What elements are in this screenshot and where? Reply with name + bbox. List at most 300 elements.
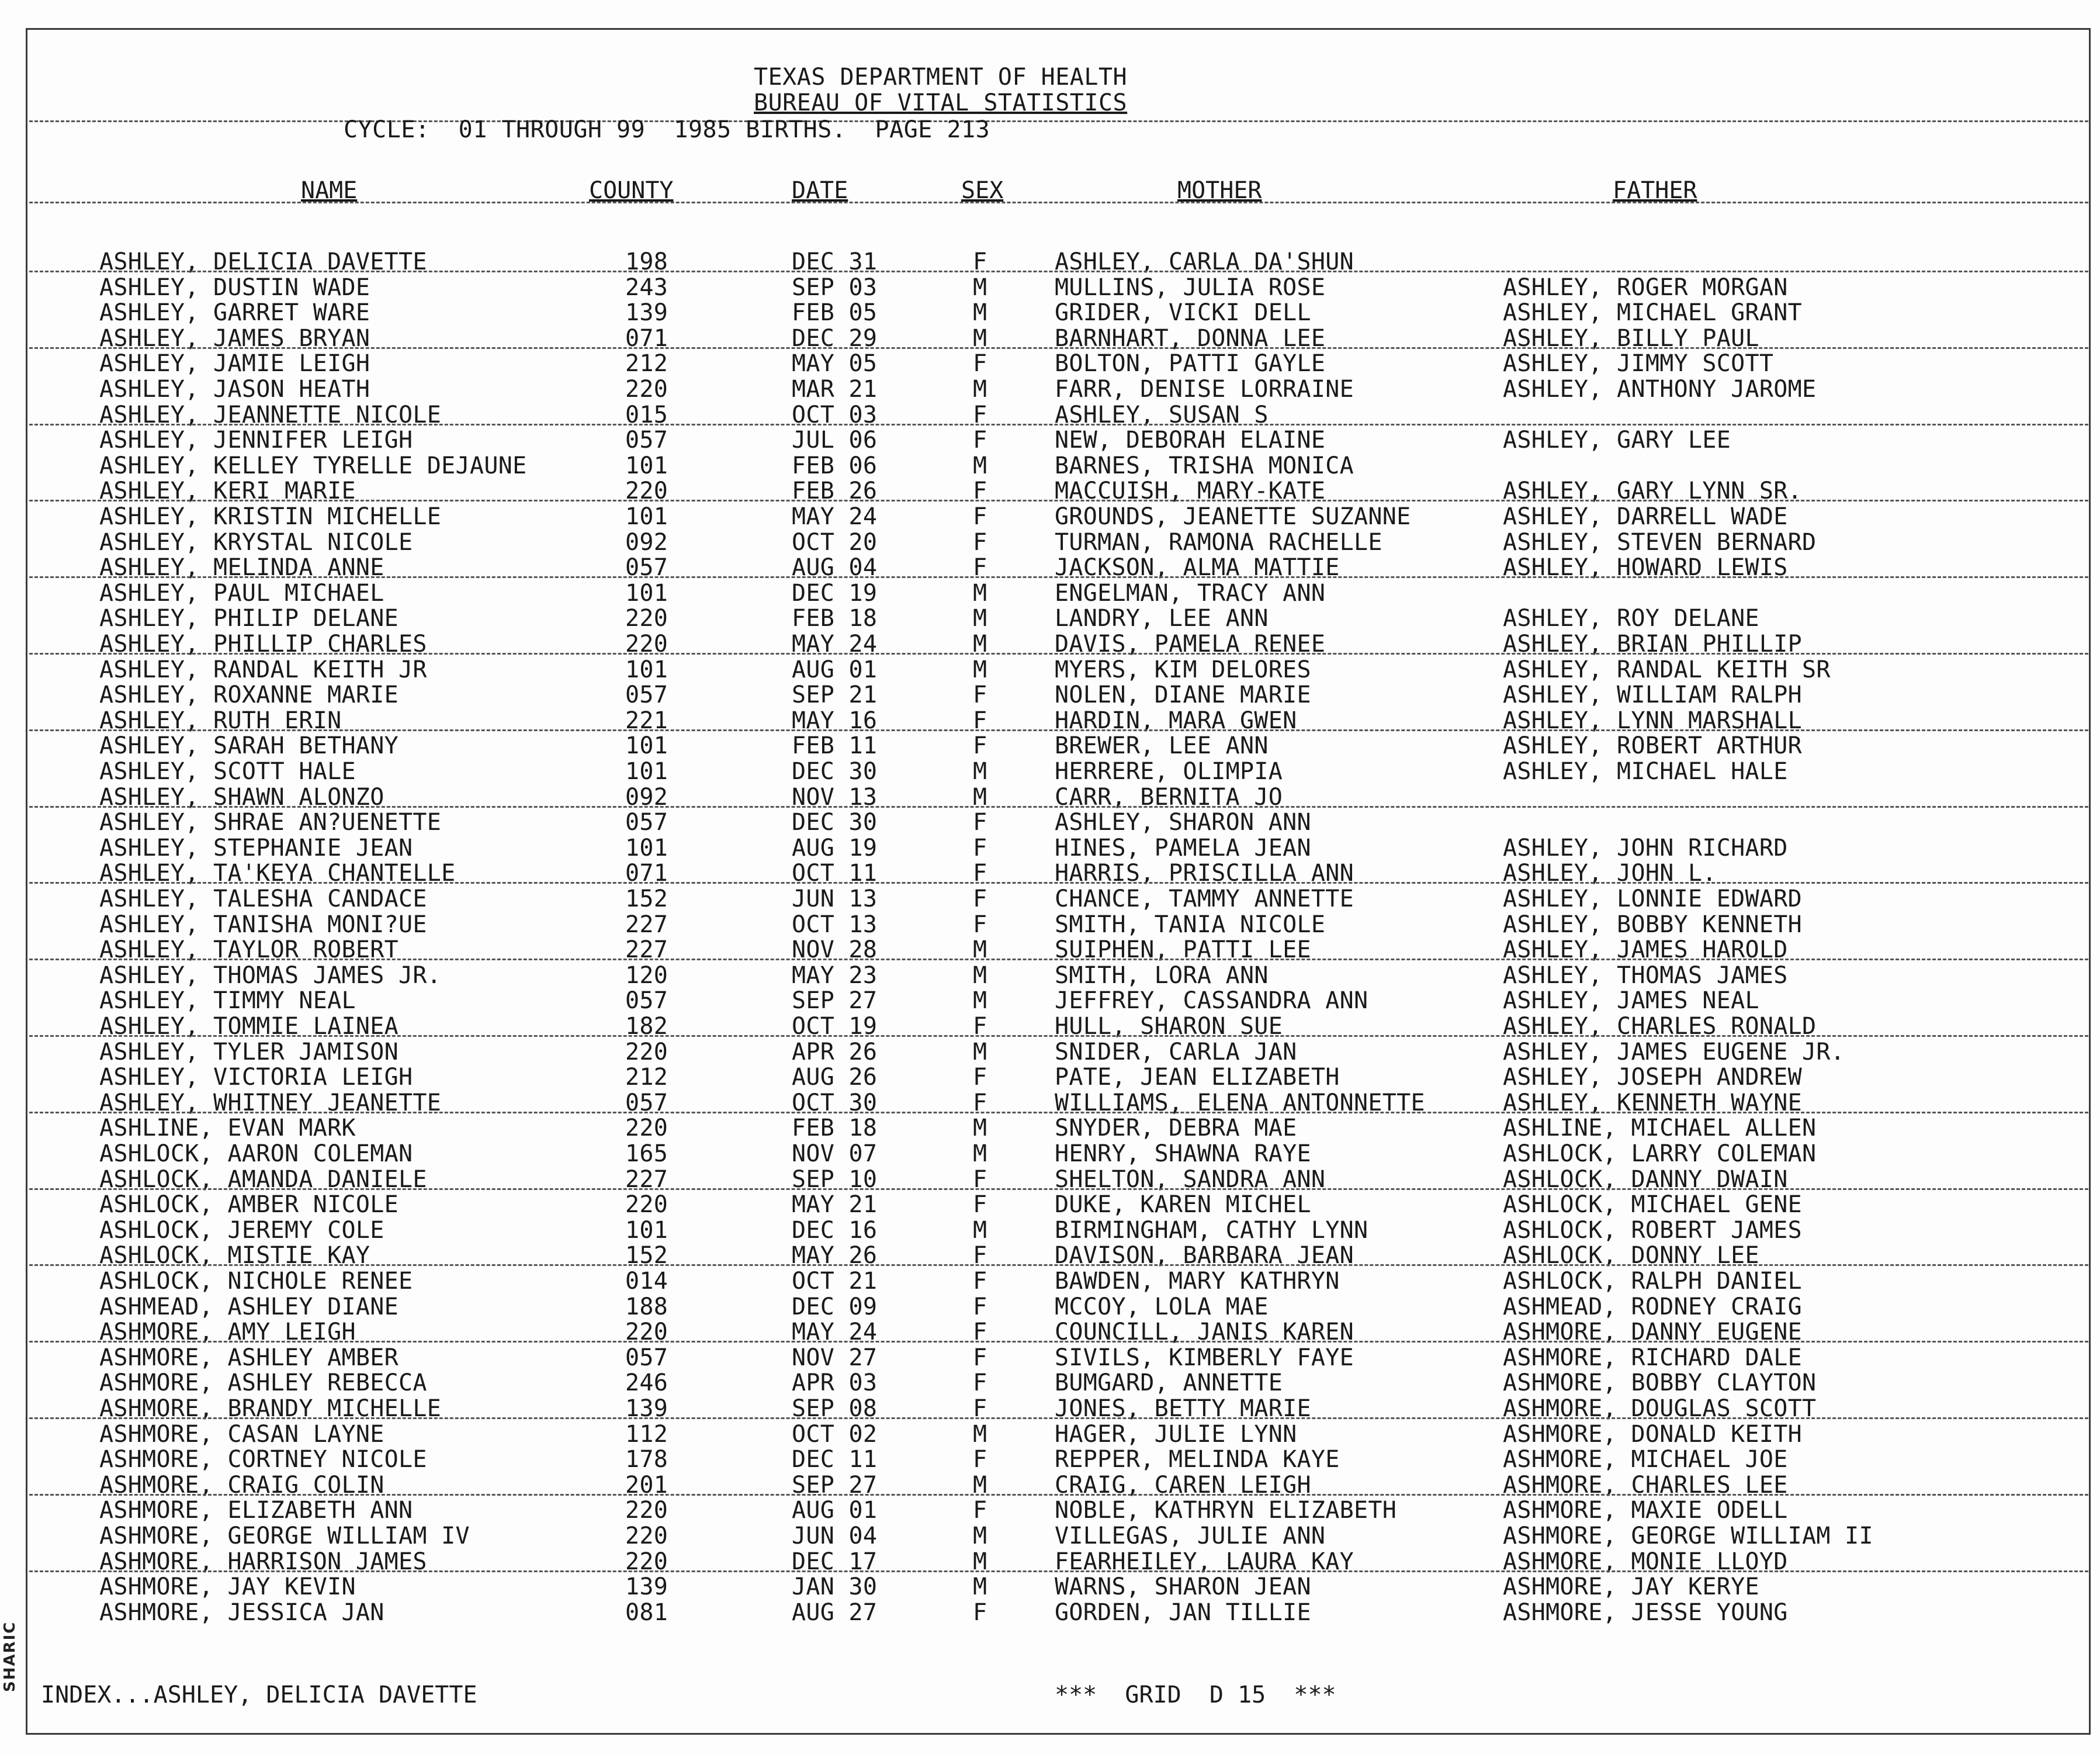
record-county: 071: [625, 860, 668, 887]
record-sex: M: [973, 987, 987, 1015]
record-mother: TURMAN, RAMONA RACHELLE: [1055, 528, 1382, 556]
record-sex: M: [973, 631, 987, 658]
record-father: ASHLEY, BILLY PAUL: [1503, 324, 1759, 352]
record-county: 220: [625, 1497, 668, 1524]
record-mother: FEARHEILEY, LAURA KAY: [1055, 1548, 1354, 1575]
record-sex: M: [973, 936, 987, 964]
record-date: DEC 17: [792, 1548, 878, 1575]
record-county: 220: [625, 1523, 668, 1549]
record-county: 220: [625, 1548, 668, 1575]
record-row: [0, 1575, 2100, 1600]
record-name: ASHLEY, KRYSTAL NICOLE: [99, 528, 413, 556]
record-county: 057: [625, 554, 668, 582]
record-mother: SMITH, TANIA NICOLE: [1055, 911, 1326, 938]
row-separator: [29, 653, 2088, 655]
record-row: [0, 887, 2100, 912]
row-separator: [29, 729, 2088, 731]
row-separator: [29, 500, 2088, 501]
record-county: 092: [625, 528, 668, 556]
record-date: OCT 02: [792, 1420, 878, 1448]
record-date: MAY 24: [792, 503, 878, 530]
footer-grid: *** GRID D 15 ***: [1055, 1682, 1336, 1708]
record-sex: M: [973, 274, 987, 301]
record-sex: F: [973, 885, 987, 912]
record-name: ASHLEY, STEPHANIE JEAN: [99, 834, 413, 862]
record-sex: F: [973, 401, 987, 428]
record-county: 071: [625, 324, 668, 352]
record-name: ASHMORE, CASAN LAYNE: [99, 1420, 384, 1448]
record-name: ASHLEY, TIMMY NEAL: [99, 987, 356, 1015]
record-row: [0, 1269, 2100, 1294]
record-name: ASHMORE, GEORGE WILLIAM IV: [99, 1523, 470, 1549]
record-date: OCT 11: [792, 860, 878, 887]
record-mother: SUIPHEN, PATTI LEE: [1055, 936, 1311, 964]
record-mother: SNYDER, DEBRA MAE: [1055, 1115, 1297, 1142]
record-father: ASHMORE, DONALD KEITH: [1503, 1420, 1803, 1448]
record-row: [0, 377, 2100, 402]
record-father: ASHLEY, CHARLES RONALD: [1503, 1013, 1817, 1040]
record-sex: M: [973, 961, 987, 989]
record-county: 092: [625, 783, 668, 811]
record-sex: M: [973, 758, 987, 785]
record-sex: F: [973, 503, 987, 530]
record-sex: F: [973, 1395, 987, 1422]
record-father: ASHMORE, JAY KERYE: [1503, 1573, 1759, 1601]
record-row: [0, 1447, 2100, 1472]
record-date: SEP 10: [792, 1165, 878, 1193]
record-sex: F: [973, 1242, 987, 1269]
record-name: ASHLEY, RUTH ERIN: [99, 707, 342, 734]
record-name: ASHLEY, WHITNEY JEANETTE: [99, 1089, 442, 1116]
record-row: [0, 836, 2100, 861]
record-date: MAY 26: [792, 1242, 878, 1269]
record-name: ASHLEY, ROXANNE MARIE: [99, 681, 399, 709]
record-sex: F: [973, 1446, 987, 1473]
record-county: 220: [625, 1038, 668, 1065]
record-father: ASHLEY, JAMES EUGENE JR.: [1503, 1038, 1845, 1065]
record-county: 101: [625, 579, 668, 607]
record-sex: F: [973, 554, 987, 582]
column-header-mother: MOTHER: [1177, 177, 1262, 204]
record-date: JAN 30: [792, 1573, 878, 1601]
column-header-sex: SEX: [961, 177, 1004, 204]
record-father: ASHLEY, JAMES HAROLD: [1503, 936, 1788, 964]
record-father: ASHLINE, MICHAEL ALLEN: [1503, 1115, 1817, 1142]
record-father: ASHLEY, RANDAL KEITH SR: [1503, 656, 1831, 683]
record-mother: REPPER, MELINDA KAYE: [1055, 1446, 1340, 1473]
record-mother: NOLEN, DIANE MARIE: [1055, 681, 1311, 709]
record-mother: JONES, BETTY MARIE: [1055, 1395, 1311, 1422]
record-sex: M: [973, 1115, 987, 1142]
record-date: MAY 24: [792, 1319, 878, 1346]
record-date: DEC 30: [792, 809, 878, 836]
record-date: AUG 19: [792, 834, 878, 862]
record-county: 220: [625, 1191, 668, 1219]
record-sex: M: [973, 605, 987, 632]
record-mother: BOLTON, PATTI GAYLE: [1055, 350, 1326, 378]
record-father: ASHMORE, JESSE YOUNG: [1503, 1599, 1788, 1626]
record-mother: VILLEGAS, JULIE ANN: [1055, 1523, 1326, 1549]
record-name: ASHLEY, PHILIP DELANE: [99, 605, 399, 632]
record-name: ASHLEY, MELINDA ANNE: [99, 554, 384, 582]
cycle-line: CYCLE: 01 THROUGH 99 1985 BIRTHS. PAGE 213: [344, 116, 990, 143]
record-row: [0, 1192, 2100, 1217]
record-date: DEC 11: [792, 1446, 878, 1473]
record-county: 139: [625, 299, 668, 327]
record-name: ASHLEY, KELLEY TYRELLE DEJAUNE: [99, 452, 527, 479]
record-sex: F: [973, 1268, 987, 1295]
record-sex: F: [973, 1599, 987, 1626]
record-county: 227: [625, 911, 668, 938]
record-father: ASHLOCK, DONNY LEE: [1503, 1242, 1759, 1269]
record-mother: BUMGARD, ANNETTE: [1055, 1369, 1283, 1397]
record-mother: LANDRY, LEE ANN: [1055, 605, 1269, 632]
record-mother: ENGELMAN, TRACY ANN: [1055, 579, 1326, 607]
record-name: ASHLEY, SHAWN ALONZO: [99, 783, 384, 811]
record-father: ASHLEY, THOMAS JAMES: [1503, 961, 1788, 989]
record-sex: F: [973, 478, 987, 505]
record-mother: NEW, DEBORAH ELAINE: [1055, 427, 1326, 454]
record-row: [0, 530, 2100, 555]
record-mother: ASHLEY, SUSAN S: [1055, 401, 1269, 428]
record-father: ASHLEY, ANTHONY JAROME: [1503, 376, 1817, 403]
record-sex: F: [973, 528, 987, 556]
record-mother: NOBLE, KATHRYN ELIZABETH: [1055, 1497, 1397, 1524]
record-row: [0, 734, 2100, 759]
record-mother: DAVISON, BARBARA JEAN: [1055, 1242, 1354, 1269]
record-county: 246: [625, 1369, 668, 1397]
record-father: ASHLEY, LONNIE EDWARD: [1503, 885, 1803, 912]
record-date: APR 03: [792, 1369, 878, 1397]
record-county: 057: [625, 427, 668, 454]
record-name: ASHLOCK, NICHOLE RENEE: [99, 1268, 413, 1295]
record-row: [0, 912, 2100, 937]
record-date: OCT 19: [792, 1013, 878, 1040]
record-sex: F: [973, 1165, 987, 1193]
row-separator: [29, 576, 2088, 578]
record-name: ASHLOCK, AARON COLEMAN: [99, 1140, 413, 1167]
record-county: 198: [625, 248, 668, 275]
record-sex: F: [973, 732, 987, 760]
record-father: ASHLEY, KENNETH WAYNE: [1503, 1089, 1803, 1116]
record-mother: DAVIS, PAMELA RENEE: [1055, 631, 1326, 658]
record-sex: M: [973, 783, 987, 811]
record-father: ASHLEY, JAMES NEAL: [1503, 987, 1759, 1015]
record-father: ASHLEY, HOWARD LEWIS: [1503, 554, 1788, 582]
record-father: ASHLEY, WILLIAM RALPH: [1503, 681, 1803, 709]
record-county: 152: [625, 885, 668, 912]
record-date: SEP 08: [792, 1395, 878, 1422]
record-date: FEB 18: [792, 605, 878, 632]
record-mother: MYERS, KIM DELORES: [1055, 656, 1311, 683]
record-father: ASHLEY, GARY LYNN SR.: [1503, 478, 1803, 505]
record-row: [0, 810, 2100, 835]
record-date: OCT 13: [792, 911, 878, 938]
record-name: ASHLOCK, JEREMY COLE: [99, 1216, 384, 1244]
record-name: ASHLEY, GARRET WARE: [99, 299, 370, 327]
record-mother: HENRY, SHAWNA RAYE: [1055, 1140, 1311, 1167]
record-name: ASHLEY, KRISTIN MICHELLE: [99, 503, 442, 530]
record-row: [0, 1422, 2100, 1447]
record-county: 057: [625, 1089, 668, 1116]
record-father: ASHMORE, DANNY EUGENE: [1503, 1319, 1803, 1346]
record-name: ASHMORE, CORTNEY NICOLE: [99, 1446, 427, 1473]
record-name: ASHLOCK, MISTIE KAY: [99, 1242, 370, 1269]
record-row: [0, 1498, 2100, 1523]
record-mother: FARR, DENISE LORRAINE: [1055, 376, 1354, 403]
record-county: 221: [625, 707, 668, 734]
record-mother: HULL, SHARON SUE: [1055, 1013, 1283, 1040]
record-name: ASHLEY, SARAH BETHANY: [99, 732, 399, 760]
record-name: ASHLINE, EVAN MARK: [99, 1115, 356, 1142]
record-name: ASHLEY, DUSTIN WADE: [99, 274, 370, 301]
record-row: [0, 963, 2100, 988]
record-date: NOV 27: [792, 1344, 878, 1371]
record-date: MAY 23: [792, 961, 878, 989]
row-separator: [29, 1417, 2088, 1419]
record-father: ASHLEY, JIMMY SCOTT: [1503, 350, 1774, 378]
record-date: NOV 07: [792, 1140, 878, 1167]
record-date: MAY 21: [792, 1191, 878, 1219]
record-county: 101: [625, 1216, 668, 1244]
record-mother: GORDEN, JAN TILLIE: [1055, 1599, 1311, 1626]
record-date: MAR 21: [792, 376, 878, 403]
record-name: ASHLEY, TALESHA CANDACE: [99, 885, 427, 912]
record-date: SEP 21: [792, 681, 878, 709]
record-name: ASHLEY, TOMMIE LAINEA: [99, 1013, 399, 1040]
record-mother: JEFFREY, CASSANDRA ANN: [1055, 987, 1368, 1015]
record-county: 057: [625, 987, 668, 1015]
record-county: 057: [625, 681, 668, 709]
record-date: JUN 04: [792, 1523, 878, 1549]
record-date: JUN 13: [792, 885, 878, 912]
record-row: [0, 275, 2100, 300]
record-county: 057: [625, 809, 668, 836]
record-row: [0, 606, 2100, 631]
record-mother: DUKE, KAREN MICHEL: [1055, 1191, 1311, 1219]
record-mother: HINES, PAMELA JEAN: [1055, 834, 1311, 862]
record-sex: M: [973, 324, 987, 352]
record-name: ASHMORE, BRANDY MICHELLE: [99, 1395, 442, 1422]
record-father: ASHLEY, MICHAEL GRANT: [1503, 299, 1803, 327]
record-mother: SNIDER, CARLA JAN: [1055, 1038, 1297, 1065]
record-father: ASHLEY, ROY DELANE: [1503, 605, 1759, 632]
record-county: 101: [625, 834, 668, 862]
record-name: ASHMORE, ASHLEY REBECCA: [99, 1369, 427, 1397]
record-sex: M: [973, 1140, 987, 1167]
record-sex: F: [973, 350, 987, 378]
record-name: ASHMORE, AMY LEIGH: [99, 1319, 356, 1346]
record-mother: BREWER, LEE ANN: [1055, 732, 1269, 760]
record-date: DEC 09: [792, 1293, 878, 1320]
record-row: [0, 1371, 2100, 1396]
record-father: ASHMORE, BOBBY CLAYTON: [1503, 1369, 1817, 1397]
record-sex: F: [973, 834, 987, 862]
record-row: [0, 428, 2100, 453]
record-mother: SIVILS, KIMBERLY FAYE: [1055, 1344, 1354, 1371]
record-name: ASHLEY, JENNIFER LEIGH: [99, 427, 413, 454]
record-date: FEB 05: [792, 299, 878, 327]
record-mother: CRAIG, CAREN LEIGH: [1055, 1471, 1311, 1499]
record-county: 101: [625, 503, 668, 530]
record-mother: MCCOY, LOLA MAE: [1055, 1293, 1269, 1320]
record-county: 220: [625, 605, 668, 632]
record-mother: WILLIAMS, ELENA ANTONNETTE: [1055, 1089, 1425, 1116]
record-name: ASHMEAD, ASHLEY DIANE: [99, 1293, 399, 1320]
side-label: SHARIC: [1, 1621, 19, 1692]
record-father: ASHLEY, ROBERT ARTHUR: [1503, 732, 1803, 760]
record-county: 212: [625, 350, 668, 378]
record-mother: GRIDER, VICKI DELL: [1055, 299, 1311, 327]
row-separator: [29, 424, 2088, 425]
record-name: ASHLEY, KERI MARIE: [99, 478, 356, 505]
record-sex: F: [973, 1369, 987, 1397]
record-row: [0, 504, 2100, 530]
record-father: ASHLEY, BRIAN PHILLIP: [1503, 631, 1803, 658]
header-rule: [29, 120, 2088, 122]
record-mother: COUNCILL, JANIS KAREN: [1055, 1319, 1354, 1346]
record-county: 015: [625, 401, 668, 428]
record-date: NOV 28: [792, 936, 878, 964]
record-sex: F: [973, 1293, 987, 1320]
record-sex: F: [973, 809, 987, 836]
record-date: OCT 03: [792, 401, 878, 428]
record-county: 139: [625, 1573, 668, 1601]
record-date: OCT 21: [792, 1268, 878, 1295]
record-father: ASHMEAD, RODNEY CRAIG: [1503, 1293, 1803, 1320]
record-sex: M: [973, 1038, 987, 1065]
record-father: ASHLEY, JOSEPH ANDREW: [1503, 1064, 1803, 1091]
record-row: [0, 581, 2100, 606]
record-mother: BARNES, TRISHA MONICA: [1055, 452, 1354, 479]
row-separator: [29, 806, 2088, 808]
record-sex: M: [973, 579, 987, 607]
record-date: DEC 29: [792, 324, 878, 352]
record-father: ASHLEY, ROGER MORGAN: [1503, 274, 1788, 301]
record-date: AUG 01: [792, 1497, 878, 1524]
record-name: ASHMORE, ELIZABETH ANN: [99, 1497, 413, 1524]
record-county: 081: [625, 1599, 668, 1626]
record-date: AUG 26: [792, 1064, 878, 1091]
column-header-county: COUNTY: [589, 177, 674, 204]
record-sex: F: [973, 860, 987, 887]
record-county: 139: [625, 1395, 668, 1422]
record-date: AUG 27: [792, 1599, 878, 1626]
record-mother: HAGER, JULIE LYNN: [1055, 1420, 1297, 1448]
record-mother: BARNHART, DONNA LEE: [1055, 324, 1326, 352]
record-mother: JACKSON, ALMA MATTIE: [1055, 554, 1340, 582]
record-county: 165: [625, 1140, 668, 1167]
record-county: 101: [625, 758, 668, 785]
record-sex: M: [973, 1523, 987, 1549]
record-sex: M: [973, 1573, 987, 1601]
record-date: DEC 16: [792, 1216, 878, 1244]
record-name: ASHLEY, TANISHA MONI?UE: [99, 911, 427, 938]
record-mother: WARNS, SHARON JEAN: [1055, 1573, 1311, 1601]
record-sex: M: [973, 299, 987, 327]
record-date: NOV 13: [792, 783, 878, 811]
record-father: ASHMORE, MONIE LLOYD: [1503, 1548, 1788, 1575]
record-name: ASHLEY, PAUL MICHAEL: [99, 579, 384, 607]
record-name: ASHLEY, TYLER JAMISON: [99, 1038, 399, 1065]
record-row: [0, 683, 2100, 708]
record-sex: F: [973, 1191, 987, 1219]
record-sex: F: [973, 1319, 987, 1346]
record-name: ASHLEY, DELICIA DAVETTE: [99, 248, 427, 275]
record-county: 227: [625, 936, 668, 964]
record-father: ASHMORE, MAXIE ODELL: [1503, 1497, 1788, 1524]
record-name: ASHLEY, THOMAS JAMES JR.: [99, 961, 442, 989]
record-row: [0, 988, 2100, 1013]
row-separator: [29, 1494, 2088, 1496]
record-sex: M: [973, 1471, 987, 1499]
record-sex: F: [973, 911, 987, 938]
footer-index: INDEX...ASHLEY, DELICIA DAVETTE: [41, 1682, 477, 1708]
record-father: ASHLEY, LYNN MARSHALL: [1503, 707, 1803, 734]
record-county: 212: [625, 1064, 668, 1091]
record-sex: F: [973, 1013, 987, 1040]
record-mother: CARR, BERNITA JO: [1055, 783, 1283, 811]
record-row: [0, 1040, 2100, 1065]
record-row: [0, 759, 2100, 784]
column-header-date: DATE: [792, 177, 848, 204]
record-name: ASHLEY, TAYLOR ROBERT: [99, 936, 399, 964]
row-separator: [29, 882, 2088, 884]
record-father: ASHLEY, JOHN RICHARD: [1503, 834, 1788, 862]
record-row: [0, 1600, 2100, 1625]
record-sex: F: [973, 427, 987, 454]
record-date: OCT 30: [792, 1089, 878, 1116]
record-row: [0, 1065, 2100, 1090]
record-father: ASHLEY, MICHAEL HALE: [1503, 758, 1788, 785]
record-sex: F: [973, 1064, 987, 1091]
record-sex: F: [973, 707, 987, 734]
record-date: AUG 04: [792, 554, 878, 582]
record-sex: F: [973, 1497, 987, 1524]
record-name: ASHLEY, JASON HEATH: [99, 376, 370, 403]
row-separator: [29, 959, 2088, 960]
record-name: ASHLEY, JEANNETTE NICOLE: [99, 401, 442, 428]
row-separator: [29, 1035, 2088, 1037]
record-county: 220: [625, 1115, 668, 1142]
record-row: [0, 658, 2100, 683]
record-sex: F: [973, 1089, 987, 1116]
record-sex: F: [973, 248, 987, 275]
record-date: DEC 30: [792, 758, 878, 785]
record-county: 120: [625, 961, 668, 989]
record-date: DEC 19: [792, 579, 878, 607]
record-county: 112: [625, 1420, 668, 1448]
record-name: ASHLOCK, AMBER NICOLE: [99, 1191, 399, 1219]
record-county: 182: [625, 1013, 668, 1040]
record-county: 101: [625, 732, 668, 760]
record-county: 243: [625, 274, 668, 301]
record-name: ASHMORE, JAY KEVIN: [99, 1573, 356, 1601]
record-date: APR 26: [792, 1038, 878, 1065]
row-separator: [29, 271, 2088, 272]
record-name: ASHLOCK, AMANDA DANIELE: [99, 1165, 427, 1193]
row-separator: [29, 1264, 2088, 1266]
record-sex: F: [973, 1344, 987, 1371]
record-county: 220: [625, 631, 668, 658]
record-row: [0, 1116, 2100, 1141]
record-father: ASHMORE, MICHAEL JOE: [1503, 1446, 1788, 1473]
record-sex: M: [973, 1216, 987, 1244]
record-father: ASHLOCK, DANNY DWAIN: [1503, 1165, 1788, 1193]
record-mother: BAWDEN, MARY KATHRYN: [1055, 1268, 1340, 1295]
record-sex: M: [973, 1548, 987, 1575]
record-father: ASHLOCK, ROBERT JAMES: [1503, 1216, 1803, 1244]
